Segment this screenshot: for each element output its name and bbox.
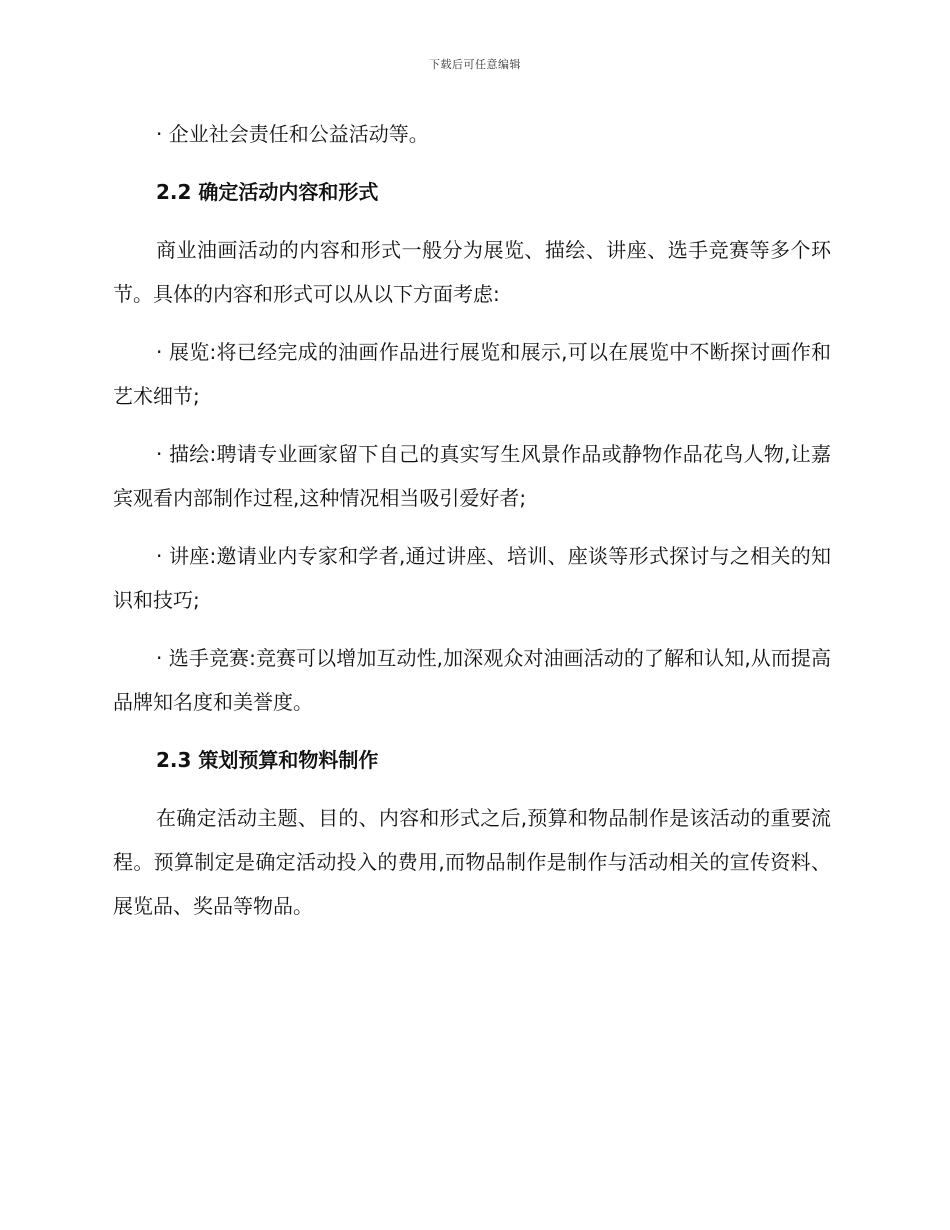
paragraph-budget: 在确定活动主题、目的、内容和形式之后,预算和物品制作是该活动的重要流程。预算制定是确定活动投入的费用,而物品制作是制作与活动相关的宣传资料、展览品、奖品等物品。 xyxy=(113,806,831,918)
bullet-exhibition: · 展览:将已经完成的油画作品进行展览和展示,可以在展览中不断探讨画作和艺术细节; xyxy=(113,340,831,408)
section-heading-2-3: 2.3 策划预算和物料制作 xyxy=(156,748,379,772)
bullet-competition: · 选手竞赛:竞赛可以增加互动性,加深观众对油画活动的了解和认知,从而提高品牌知名度和美誉度。 xyxy=(113,646,831,714)
section-heading-2-2: 2.2 确定活动内容和形式 xyxy=(156,180,379,204)
page-header: 下载后可任意编辑 xyxy=(429,58,521,71)
paragraph-content-forms: 商业油画活动的内容和形式一般分为展览、描绘、讲座、选手竞赛等多个环节。具体的内容和形式可以从以下方面考虑: xyxy=(113,238,831,306)
document-body xyxy=(113,112,831,942)
bullet-csr: · 企业社会责任和公益活动等。 xyxy=(156,122,429,146)
bullet-lecture: · 讲座:邀请业内专家和学者,通过讲座、培训、座谈等形式探讨与之相关的知识和技巧; xyxy=(113,544,831,612)
bullet-painting: · 描绘:聘请专业画家留下自己的真实写生风景作品或静物作品花鸟人物,让嘉宾观看内部制作过程,这种情况相当吸引爱好者; xyxy=(113,442,831,510)
